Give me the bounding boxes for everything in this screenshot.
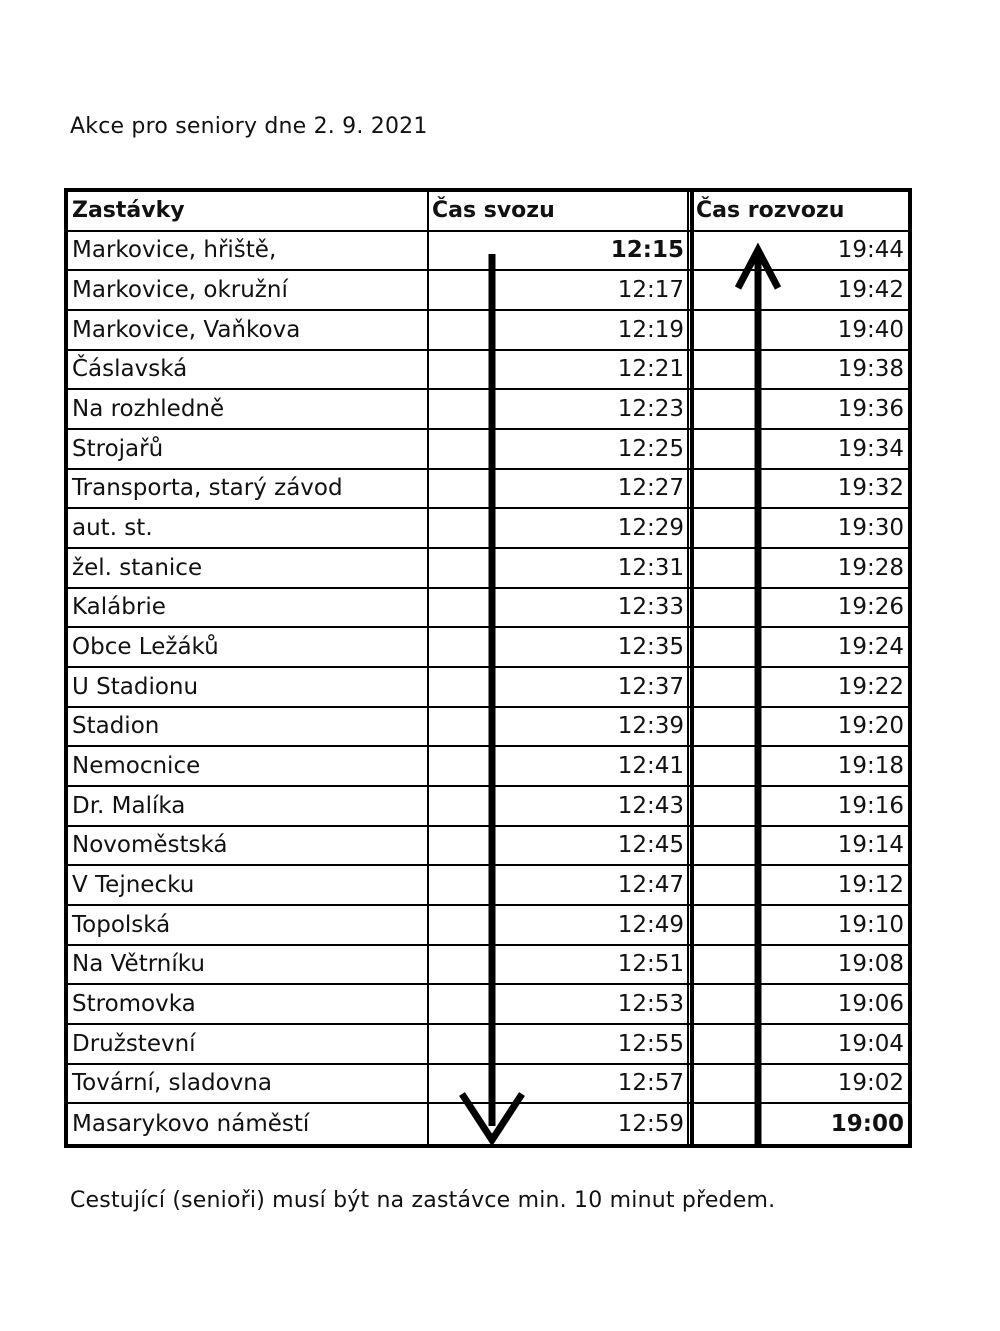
svoz-time: 12:37 [617,673,684,700]
rozvoz-time: 19:30 [837,515,904,542]
svoz-time: 12:41 [617,753,684,780]
stop-name: Na Větrníku [72,951,205,978]
table-row [68,232,908,272]
rozvoz-time: 19:00 [830,1111,904,1138]
table-row [68,946,908,986]
stop-name: Markovice, Vaňkova [72,316,301,343]
table-row [68,906,908,946]
table-row [68,827,908,867]
stop-name: Nemocnice [72,753,201,780]
svoz-time: 12:29 [617,515,684,542]
stop-name: Kalábrie [72,594,166,621]
svoz-time: 12:31 [617,554,684,581]
svoz-time: 12:17 [617,277,684,304]
rozvoz-time: 19:20 [837,713,904,740]
svoz-time: 12:23 [617,396,684,423]
svoz-time: 12:33 [617,594,684,621]
table-row [68,1025,908,1065]
footer-note: Cestující (senioři) musí být na zastávce min. 10 minut předem. [70,1188,776,1213]
stop-name: Na rozhledně [72,396,225,423]
stop-name: Obce Ležáků [72,634,219,661]
table-header-row [68,192,908,232]
rozvoz-time: 19:22 [837,673,904,700]
stop-name: Transporta, starý závod [72,475,343,502]
rozvoz-time: 19:34 [837,435,904,462]
svoz-time: 12:35 [617,634,684,661]
timetable [64,188,912,1148]
table-row [68,708,908,748]
rozvoz-time: 19:44 [837,237,904,264]
header-stops: Zastávky [72,198,185,224]
rozvoz-time: 19:14 [837,832,904,859]
table-row [68,390,908,430]
stop-name: Stromovka [72,991,196,1018]
stop-name: Novoměstská [72,832,228,859]
svoz-time: 12:49 [617,911,684,938]
svoz-time: 12:21 [617,356,684,383]
column-divider [687,192,689,1144]
table-row [68,470,908,510]
timetable-grid [68,192,908,1144]
svoz-time: 12:43 [617,792,684,819]
stop-name: Tovární, sladovna [72,1070,272,1097]
table-row [68,589,908,629]
rozvoz-time: 19:32 [837,475,904,502]
stop-name: Markovice, okružní [72,277,288,304]
stop-name: Dr. Malíka [72,792,186,819]
table-row [68,985,908,1025]
svoz-time: 12:47 [617,872,684,899]
stop-name: Markovice, hřiště, [72,237,277,264]
rozvoz-time: 19:02 [837,1070,904,1097]
stop-name: V Tejnecku [72,872,195,899]
rozvoz-time: 19:40 [837,316,904,343]
svoz-time: 12:55 [617,1030,684,1057]
svoz-time: 12:39 [617,713,684,740]
table-row [68,271,908,311]
svoz-time: 12:15 [610,237,684,264]
svoz-time: 12:25 [617,435,684,462]
table-row [68,866,908,906]
rozvoz-time: 19:16 [837,792,904,819]
page-title: Akce pro seniory dne 2. 9. 2021 [70,114,428,139]
rozvoz-time: 19:08 [837,951,904,978]
table-row [68,509,908,549]
rozvoz-time: 19:26 [837,594,904,621]
stop-name: Čáslavská [72,356,188,383]
stop-name: Družstevní [72,1030,196,1057]
stop-name: Strojařů [72,435,164,462]
stop-name: žel. stanice [72,554,203,581]
column-divider [690,192,694,1144]
rozvoz-time: 19:06 [837,991,904,1018]
svoz-time: 12:51 [617,951,684,978]
rozvoz-time: 19:42 [837,277,904,304]
rozvoz-time: 19:18 [837,753,904,780]
stop-name: Stadion [72,713,160,740]
header-rozvoz: Čas rozvozu [696,198,845,224]
rozvoz-time: 19:24 [837,634,904,661]
svoz-time: 12:59 [617,1111,684,1138]
svoz-time: 12:19 [617,316,684,343]
table-row [68,628,908,668]
rozvoz-time: 19:12 [837,872,904,899]
table-row [68,430,908,470]
rozvoz-time: 19:36 [837,396,904,423]
rozvoz-time: 19:04 [837,1030,904,1057]
rozvoz-time: 19:10 [837,911,904,938]
table-row [68,1104,908,1144]
stop-name: aut. st. [72,515,153,542]
table-row [68,747,908,787]
column-divider [427,192,429,1144]
table-row [68,549,908,589]
stop-name: U Stadionu [72,673,199,700]
table-row [68,351,908,391]
table-row [68,787,908,827]
svoz-time: 12:27 [617,475,684,502]
table-row [68,311,908,351]
svoz-time: 12:45 [617,832,684,859]
rozvoz-time: 19:38 [837,356,904,383]
svoz-time: 12:57 [617,1070,684,1097]
stop-name: Topolská [72,911,171,938]
rozvoz-time: 19:28 [837,554,904,581]
header-svoz: Čas svozu [432,198,555,224]
table-row [68,1065,908,1105]
stop-name: Masarykovo náměstí [72,1111,310,1138]
table-row [68,668,908,708]
svoz-time: 12:53 [617,991,684,1018]
